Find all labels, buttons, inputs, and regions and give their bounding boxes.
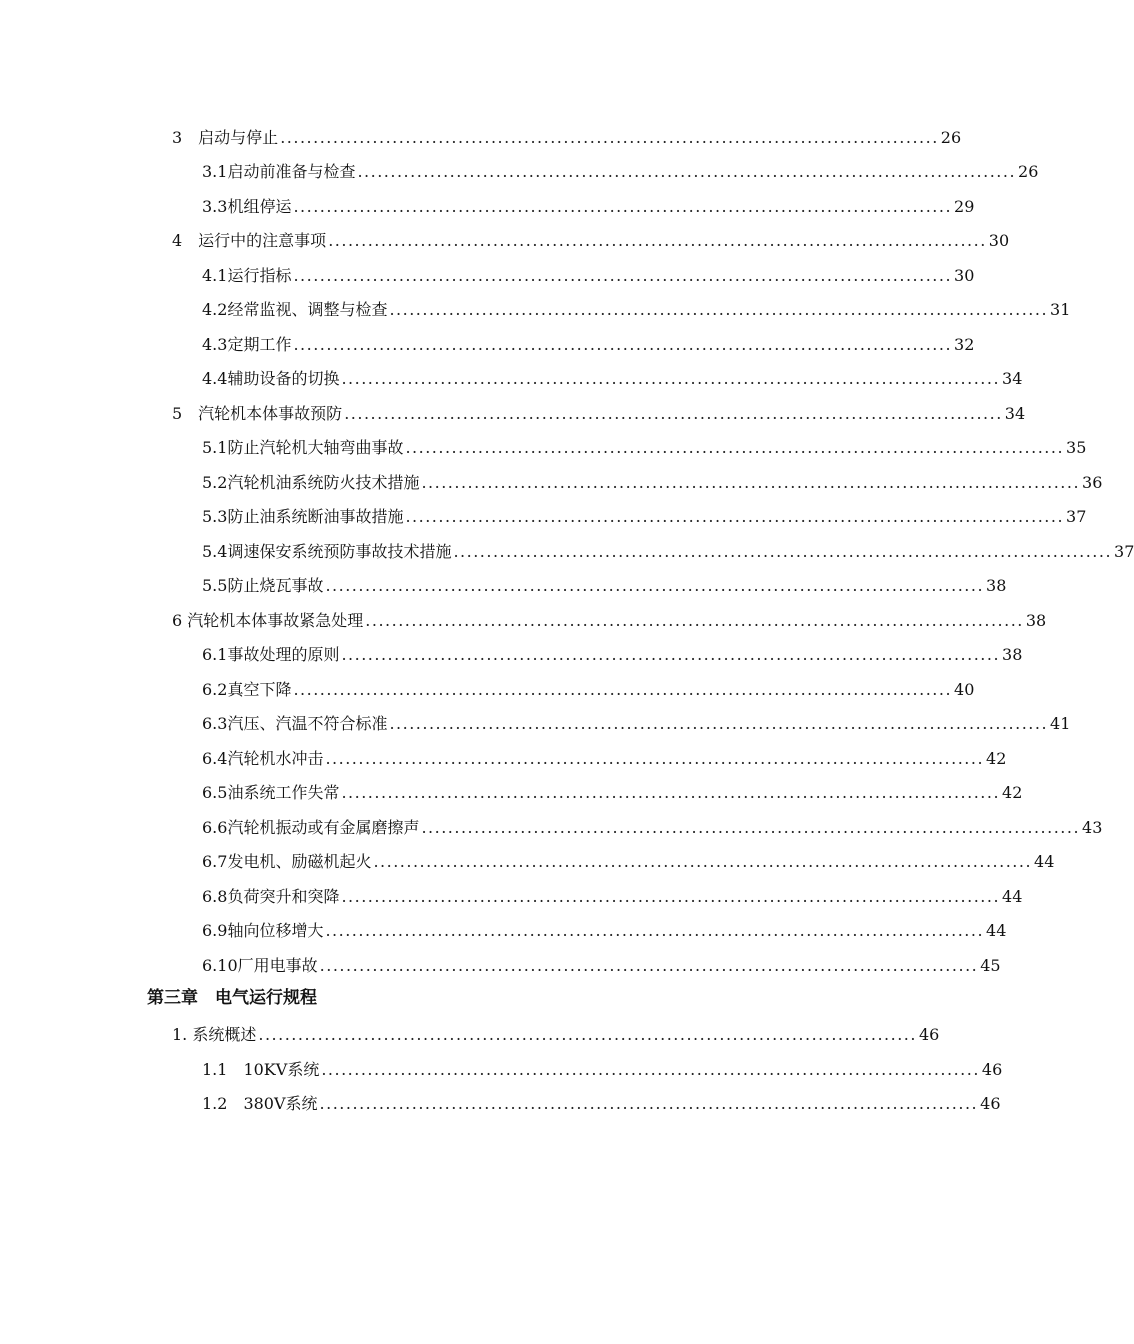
toc-entry-title: 6 汽轮机本体事故紧急处理	[172, 611, 364, 630]
toc-entry-page: 46	[918, 1025, 940, 1044]
toc-entry	[202, 1056, 1003, 1080]
chapter-heading: 第三章 电气运行规程	[147, 988, 317, 1008]
toc-leader: ....................................................................................................	[341, 887, 1001, 906]
toc-entry-title: 4.4辅助设备的切换	[202, 369, 340, 388]
toc-leader: ....................................................................................................	[293, 197, 953, 216]
toc-entry	[202, 193, 975, 217]
toc-entry-page: 32	[954, 335, 975, 354]
toc-entry-title: 6.4汽轮机水冲击	[202, 749, 324, 768]
toc-leader: ....................................................................................................	[258, 1025, 917, 1044]
toc-entry-title: 3.1启动前准备与检查	[202, 162, 356, 181]
toc-entry	[202, 641, 1023, 665]
toc-entry	[202, 572, 1007, 596]
toc-entry-page: 46	[981, 1060, 1003, 1079]
toc-leader: ....................................................................................................	[421, 818, 1081, 837]
toc-leader: ....................................................................................................	[293, 680, 953, 699]
toc-entry	[202, 262, 975, 286]
toc-entry-page: 43	[1082, 818, 1103, 837]
toc-entry	[202, 676, 975, 700]
toc-entry	[202, 952, 1001, 976]
toc-entry-page: 34	[1002, 369, 1023, 388]
toc-entry-title: 5.3防止油系统断油事故措施	[202, 507, 404, 526]
toc-entry-page: 34	[1004, 404, 1026, 423]
toc-entry	[202, 779, 1023, 803]
toc-entry	[202, 1090, 1001, 1114]
toc-leader: ....................................................................................................	[389, 300, 1049, 319]
toc-entry-page: 37	[1066, 507, 1087, 526]
toc-leader: ....................................................................................................	[319, 1094, 979, 1113]
toc-entry-title: 4.3定期工作	[202, 335, 292, 354]
toc-leader: ....................................................................................................	[325, 749, 985, 768]
toc-leader: ....................................................................................................	[344, 404, 1003, 423]
toc-leader: ....................................................................................................	[405, 507, 1065, 526]
toc-entry-page: 37	[1114, 542, 1134, 561]
toc-entry-title: 6.9轴向位移增大	[202, 921, 324, 940]
toc-entry-page: 42	[1002, 783, 1023, 802]
toc-entry	[202, 365, 1023, 389]
toc-entry-title: 6.8负荷突升和突降	[202, 887, 340, 906]
toc-entry-title: 1. 系统概述	[172, 1025, 257, 1044]
toc-leader: ....................................................................................................	[453, 542, 1113, 561]
toc-entry-page: 41	[1050, 714, 1071, 733]
toc-entry	[202, 917, 1007, 941]
toc-entry	[202, 848, 1055, 872]
toc-leader: ....................................................................................................	[328, 231, 987, 250]
toc-entry-page: 26	[940, 128, 962, 147]
toc-leader: ....................................................................................................	[293, 266, 953, 285]
toc-entry	[202, 434, 1087, 458]
toc-entry-title: 4.1运行指标	[202, 266, 292, 285]
toc-entry-page: 35	[1066, 438, 1087, 457]
toc-entry-title: 6.5油系统工作失常	[202, 783, 340, 802]
toc-entry-title: 5.5防止烧瓦事故	[202, 576, 324, 595]
toc-entry-title: 6.7发电机、励磁机起火	[202, 852, 372, 871]
toc-entry	[202, 158, 1039, 182]
toc-leader: ....................................................................................................	[365, 611, 1024, 630]
toc-entry-title: 6.2真空下降	[202, 680, 292, 699]
toc-leader: ....................................................................................................	[325, 576, 985, 595]
toc-leader: ....................................................................................................	[421, 473, 1081, 492]
toc-leader: ....................................................................................................	[280, 128, 939, 147]
toc-entry-title: 3 启动与停止	[172, 128, 279, 147]
toc-entry-page: 26	[1018, 162, 1039, 181]
toc-entry-page: 38	[986, 576, 1007, 595]
toc-entry	[172, 1021, 940, 1045]
toc-entry	[202, 538, 1134, 562]
toc-leader: ....................................................................................................	[341, 645, 1001, 664]
toc-entry-page: 44	[1002, 887, 1023, 906]
toc-entry-page: 38	[1002, 645, 1023, 664]
toc-entry-title: 6.1事故处理的原则	[202, 645, 340, 664]
toc-leader: ....................................................................................................	[341, 783, 1001, 802]
toc-entry	[202, 745, 1007, 769]
toc-entry	[202, 469, 1103, 493]
toc-entry	[172, 227, 1010, 251]
toc-entry-title: 6.10厂用电事故	[202, 956, 318, 975]
toc-entry-page: 30	[954, 266, 975, 285]
toc-entry-title: 5.4调速保安系统预防事故技术措施	[202, 542, 452, 561]
toc-entry	[202, 503, 1087, 527]
toc-entry-page: 46	[980, 1094, 1001, 1113]
toc-entry	[202, 710, 1071, 734]
toc-entry-title: 3.3机组停运	[202, 197, 292, 216]
toc-leader: ....................................................................................................	[357, 162, 1017, 181]
toc-entry-page: 44	[1034, 852, 1055, 871]
toc-leader: ....................................................................................................	[293, 335, 953, 354]
toc-entry	[172, 124, 962, 148]
toc-entry	[172, 607, 1047, 631]
toc-entry-title: 6.3汽压、汽温不符合标准	[202, 714, 388, 733]
toc-entry-title: 5 汽轮机本体事故预防	[172, 404, 343, 423]
toc-entry	[172, 400, 1026, 424]
toc-entry-title: 4 运行中的注意事项	[172, 231, 327, 250]
toc-entry-page: 29	[954, 197, 975, 216]
toc-leader: ....................................................................................................	[373, 852, 1033, 871]
toc-entry-page: 45	[980, 956, 1001, 975]
toc-leader: ....................................................................................................	[321, 1060, 980, 1079]
toc-entry-page: 31	[1050, 300, 1071, 319]
toc-leader: ....................................................................................................	[319, 956, 979, 975]
toc-entry-page: 40	[954, 680, 975, 699]
toc-entry-page: 38	[1025, 611, 1047, 630]
toc-entry-page: 30	[988, 231, 1010, 250]
toc-entry	[202, 331, 975, 355]
toc-entry	[202, 814, 1103, 838]
toc-entry-title: 5.2汽轮机油系统防火技术措施	[202, 473, 420, 492]
toc-entry-title: 5.1防止汽轮机大轴弯曲事故	[202, 438, 404, 457]
toc-entry-page: 44	[986, 921, 1007, 940]
toc-entry-title: 4.2经常监视、调整与检查	[202, 300, 388, 319]
toc-entry-title: 1.2 380V系统	[202, 1094, 318, 1113]
toc-entry-title: 6.6汽轮机振动或有金属磨擦声	[202, 818, 420, 837]
toc-entry-page: 36	[1082, 473, 1103, 492]
toc-leader: ....................................................................................................	[405, 438, 1065, 457]
toc-leader: ....................................................................................................	[389, 714, 1049, 733]
toc-entry-page: 42	[986, 749, 1007, 768]
toc-entry	[202, 296, 1071, 320]
toc-entry-title: 1.1 10KV系统	[202, 1060, 320, 1079]
toc-leader: ....................................................................................................	[325, 921, 985, 940]
toc-entry	[202, 883, 1023, 907]
toc-leader: ....................................................................................................	[341, 369, 1001, 388]
